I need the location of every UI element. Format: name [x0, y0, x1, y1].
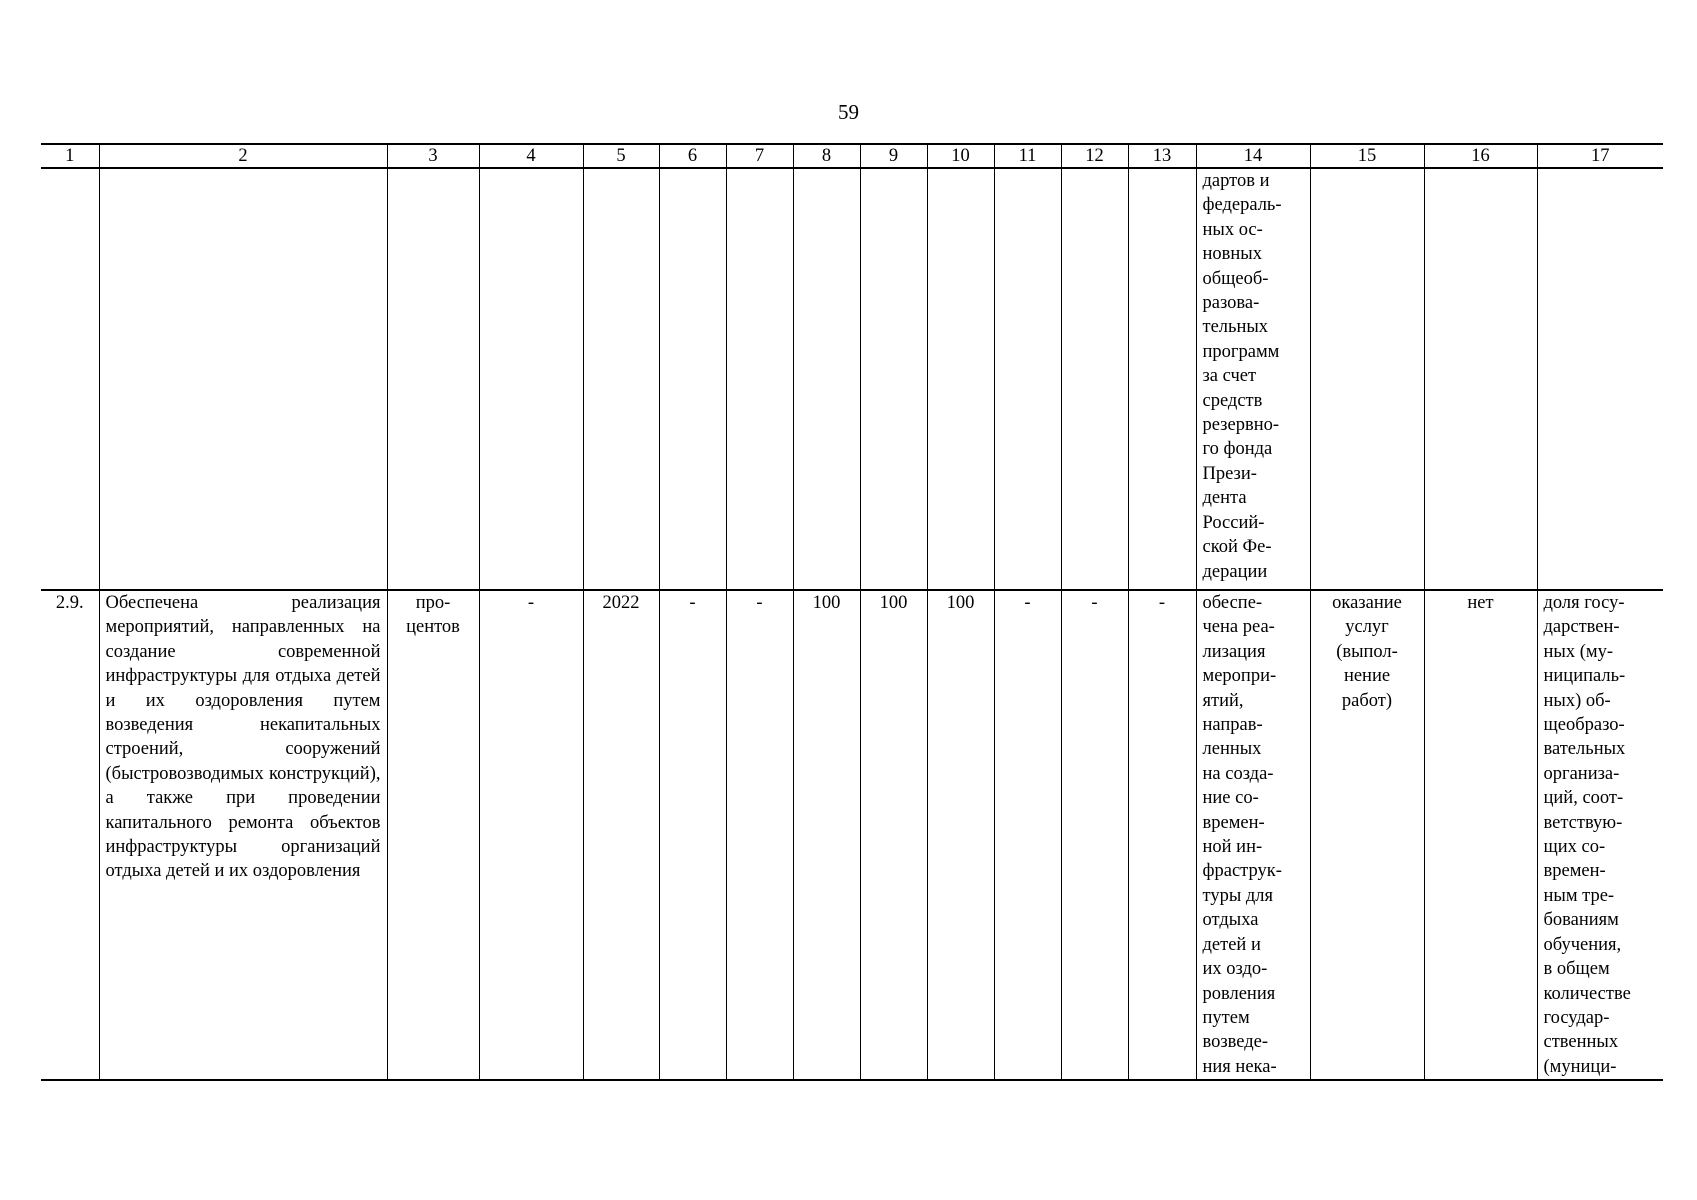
unit-cell: про- центов — [387, 590, 479, 1080]
value-cell-12: - — [1061, 590, 1128, 1080]
indicator-link-cell: доля госу- дарствен- ных (му- ниципаль- ных) об- щеобразо- вательных организа- ций, соот- ветствую- щих со- времен- ным тре- бованиям обучения, в общем количестве государ- ственных (муници- — [1537, 590, 1663, 1080]
value-cell-13: - — [1128, 590, 1196, 1080]
col-header-8: 8 — [793, 144, 860, 168]
base-value-cell: - — [479, 590, 583, 1080]
table-cell — [1061, 168, 1128, 590]
value-cell-9: 100 — [860, 590, 927, 1080]
col-header-17: 17 — [1537, 144, 1663, 168]
table-cell — [41, 168, 99, 590]
value-cell-10: 100 — [927, 590, 994, 1080]
program-table — [41, 143, 1663, 1081]
col-header-1: 1 — [41, 144, 99, 168]
value-cell-11: - — [994, 590, 1061, 1080]
type-cell: оказание услуг (выпол- нение работ) — [1310, 590, 1424, 1080]
characteristic-cell: обеспе- чена реа- лизация меропри- ятий, направ- ленных на созда- ние со- времен- ной ин- фраструк- туры для отдыха детей и их оздо- ровления путем возведе- ния нека- — [1196, 590, 1310, 1080]
table-cell — [860, 168, 927, 590]
col-header-16: 16 — [1424, 144, 1537, 168]
table-row-2-9 — [41, 590, 1663, 1080]
page-number: 59 — [838, 100, 859, 124]
result-description-cell: Обеспечена реализация мероприятий, направленных на создание современной инфраструктуры для отдыха детей и их оздоровления путем возведения некапитальных строений, сооружений (быстровозводимых конструкций), а также при проведении капитального ремонта объектов инфраструктуры организаций отдыха детей и их оздоровления — [99, 590, 387, 1080]
table-cell — [1128, 168, 1196, 590]
col-header-14: 14 — [1196, 144, 1310, 168]
table-cell — [793, 168, 860, 590]
table-cell — [927, 168, 994, 590]
col-header-4: 4 — [479, 144, 583, 168]
flag-cell: нет — [1424, 590, 1537, 1080]
year-cell: 2022 — [583, 590, 659, 1080]
table-cell — [994, 168, 1061, 590]
col-header-12: 12 — [1061, 144, 1128, 168]
row-number-cell: 2.9. — [41, 590, 99, 1080]
table-row-continued — [41, 168, 1663, 590]
value-cell-7: - — [726, 590, 793, 1080]
table-cell — [659, 168, 726, 590]
col-header-3: 3 — [387, 144, 479, 168]
col-header-13: 13 — [1128, 144, 1196, 168]
col-header-6: 6 — [659, 144, 726, 168]
continued-description-cell: дартов и федераль- ных ос- новных общеоб- разова- тельных программ за счет средств резервно- го фонда Прези- дента Россий- ской Фе- дерации — [1196, 168, 1310, 590]
value-cell-8: 100 — [793, 590, 860, 1080]
table-cell — [726, 168, 793, 590]
table-cell — [1424, 168, 1537, 590]
col-header-7: 7 — [726, 144, 793, 168]
table-cell — [99, 168, 387, 590]
column-number-header-row — [41, 144, 1663, 168]
col-header-9: 9 — [860, 144, 927, 168]
col-header-10: 10 — [927, 144, 994, 168]
table-cell — [479, 168, 583, 590]
col-header-11: 11 — [994, 144, 1061, 168]
value-cell-6: - — [659, 590, 726, 1080]
col-header-2: 2 — [99, 144, 387, 168]
col-header-5: 5 — [583, 144, 659, 168]
table-cell — [1310, 168, 1424, 590]
table-cell — [583, 168, 659, 590]
col-header-15: 15 — [1310, 144, 1424, 168]
table-cell — [1537, 168, 1663, 590]
table-cell — [387, 168, 479, 590]
